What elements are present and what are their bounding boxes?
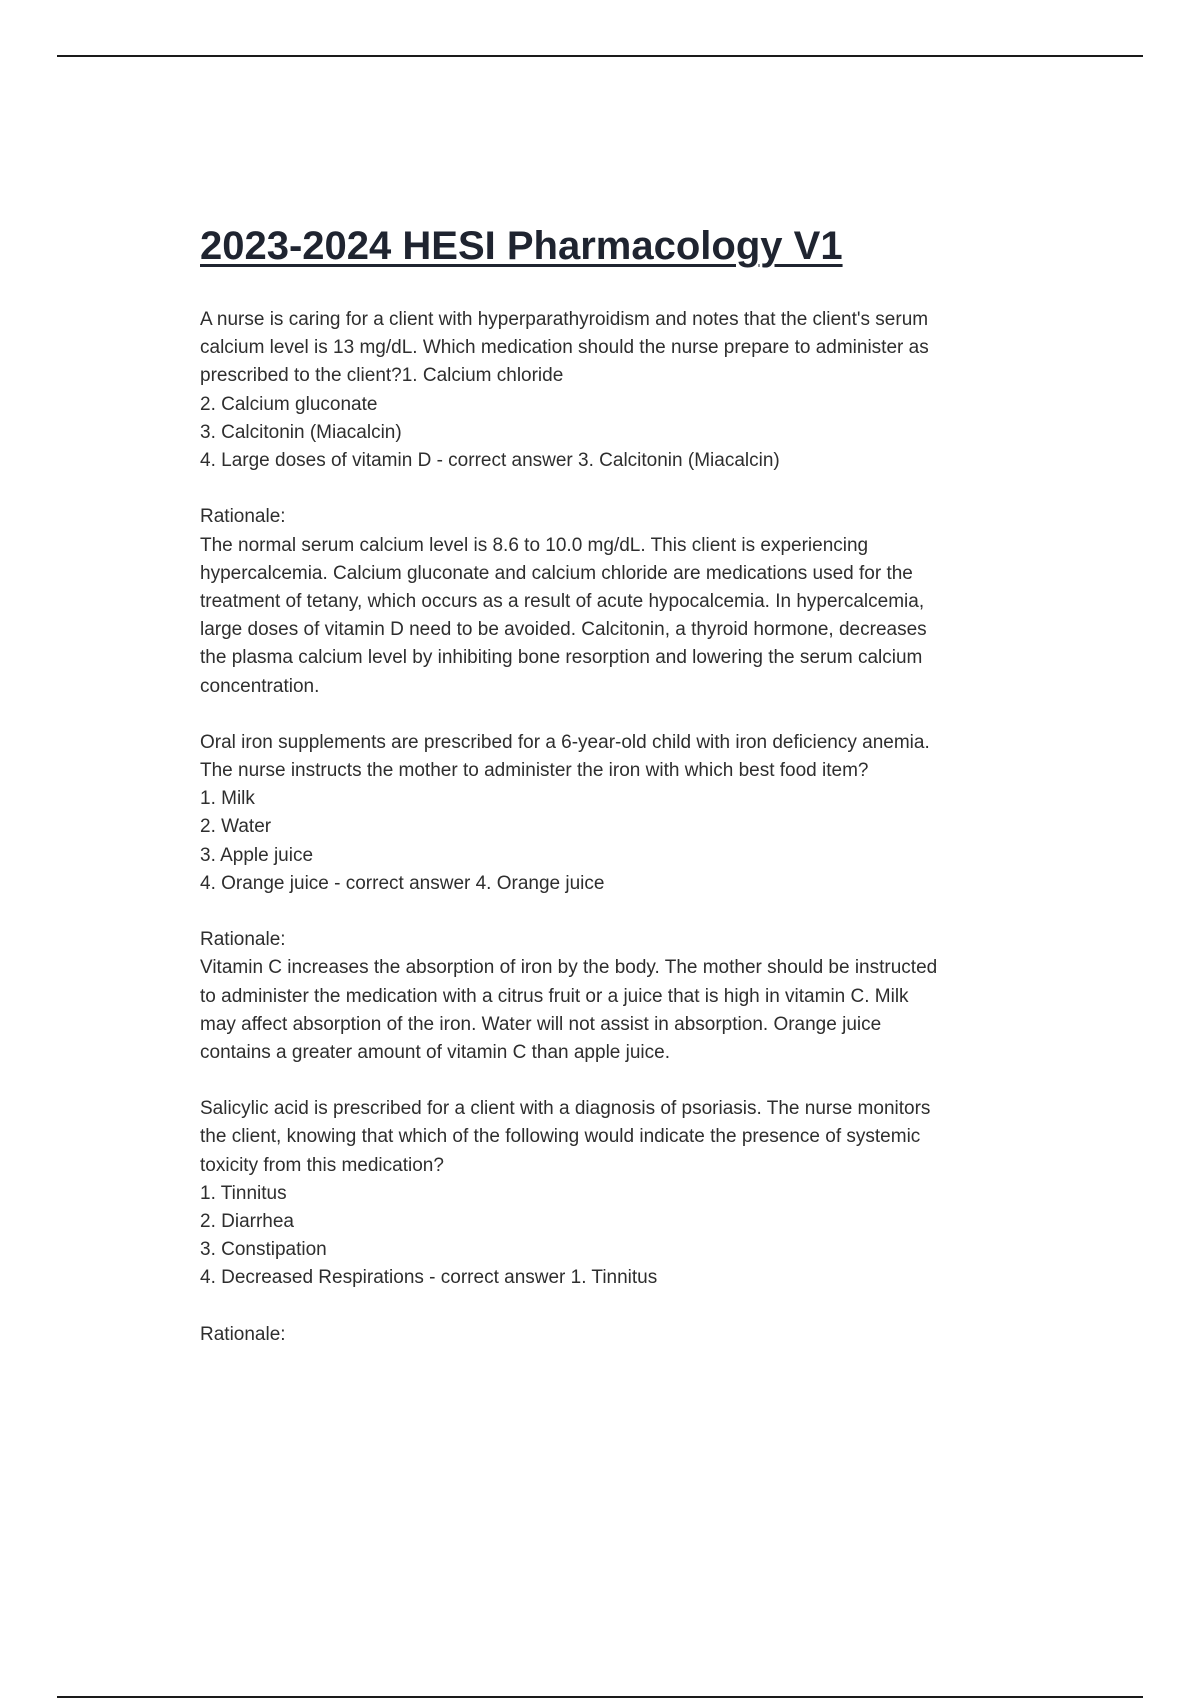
answer-option-with-correct-answer: 4. Decreased Respirations - correct answer 1. Tinnitus xyxy=(200,1267,658,1289)
rationale-text-line: Vitamin C increases the absorption of iron by the body. The mother should be instructed xyxy=(200,957,938,979)
answer-option: 1. Tinnitus xyxy=(200,1182,287,1204)
answer-option: 1. Milk xyxy=(200,788,255,810)
answer-option: 3. Constipation xyxy=(200,1239,327,1261)
rationale-text-line: treatment of tetany, which occurs as a result of acute hypocalcemia. In hypercalcemia, xyxy=(200,591,925,613)
spacer xyxy=(200,475,1040,503)
rationale-text-line: to administer the medication with a citrus fruit or a juice that is high in vitamin C. Milk xyxy=(200,985,909,1007)
document-title: 2023-2024 HESI Pharmacology V1 xyxy=(200,224,843,268)
bottom-rule xyxy=(57,1696,1143,1698)
question-block xyxy=(200,306,1040,701)
answer-option: 3. Calcitonin (Miacalcin) xyxy=(200,421,402,443)
question-block xyxy=(200,1095,1040,1349)
answer-option: 2. Calcium gluconate xyxy=(200,393,378,415)
question-text-line: calcium level is 13 mg/dL. Which medication should the nurse prepare to administer as xyxy=(200,337,929,359)
question-text-line: Salicylic acid is prescribed for a client with a diagnosis of psoriasis. The nurse monitors xyxy=(200,1098,931,1120)
question-text-line: the client, knowing that which of the following would indicate the presence of systemic xyxy=(200,1126,921,1148)
rationale-text-line: large doses of vitamin D need to be avoided. Calcitonin, a thyroid hormone, decreases xyxy=(200,619,927,641)
top-rule xyxy=(57,55,1143,57)
question-list xyxy=(200,306,1040,1349)
answer-option: 2. Water xyxy=(200,816,272,838)
spacer xyxy=(200,1293,1040,1321)
question-text-line: toxicity from this medication? xyxy=(200,1154,444,1176)
answer-option-with-correct-answer: 4. Orange juice - correct answer 4. Orange juice xyxy=(200,872,605,894)
rationale-text-line: hypercalcemia. Calcium gluconate and calcium chloride are medications used for the xyxy=(200,562,913,584)
document-page xyxy=(200,222,1040,1377)
rationale-text-line: may affect absorption of the iron. Water will not assist in absorption. Orange juice xyxy=(200,1013,882,1035)
question-text-line: Oral iron supplements are prescribed for a 6-year-old child with iron deficiency anemia. xyxy=(200,731,930,753)
rationale-text-line: The normal serum calcium level is 8.6 to 10.0 mg/dL. This client is experiencing xyxy=(200,534,869,556)
rationale-heading: Rationale: xyxy=(200,506,286,528)
answer-option: 2. Diarrhea xyxy=(200,1211,294,1233)
spacer xyxy=(200,898,1040,926)
rationale-text-line: the plasma calcium level by inhibiting bone resorption and lowering the serum calcium xyxy=(200,647,923,669)
rationale-heading: Rationale: xyxy=(200,1323,286,1345)
rationale-text-line: concentration. xyxy=(200,675,320,697)
rationale-text-line: contains a greater amount of vitamin C than apple juice. xyxy=(200,1042,670,1064)
answer-option: 3. Apple juice xyxy=(200,844,314,866)
question-text-line: A nurse is caring for a client with hyperparathyroidism and notes that the client's serum xyxy=(200,309,929,330)
question-text-line: The nurse instructs the mother to administer the iron with which best food item? xyxy=(200,760,869,782)
answer-option-with-correct-answer: 4. Large doses of vitamin D - correct answer 3. Calcitonin (Miacalcin) xyxy=(200,450,780,472)
rationale-heading: Rationale: xyxy=(200,929,286,951)
question-block xyxy=(200,729,1040,1067)
question-text-line: prescribed to the client?1. Calcium chloride xyxy=(200,365,564,387)
